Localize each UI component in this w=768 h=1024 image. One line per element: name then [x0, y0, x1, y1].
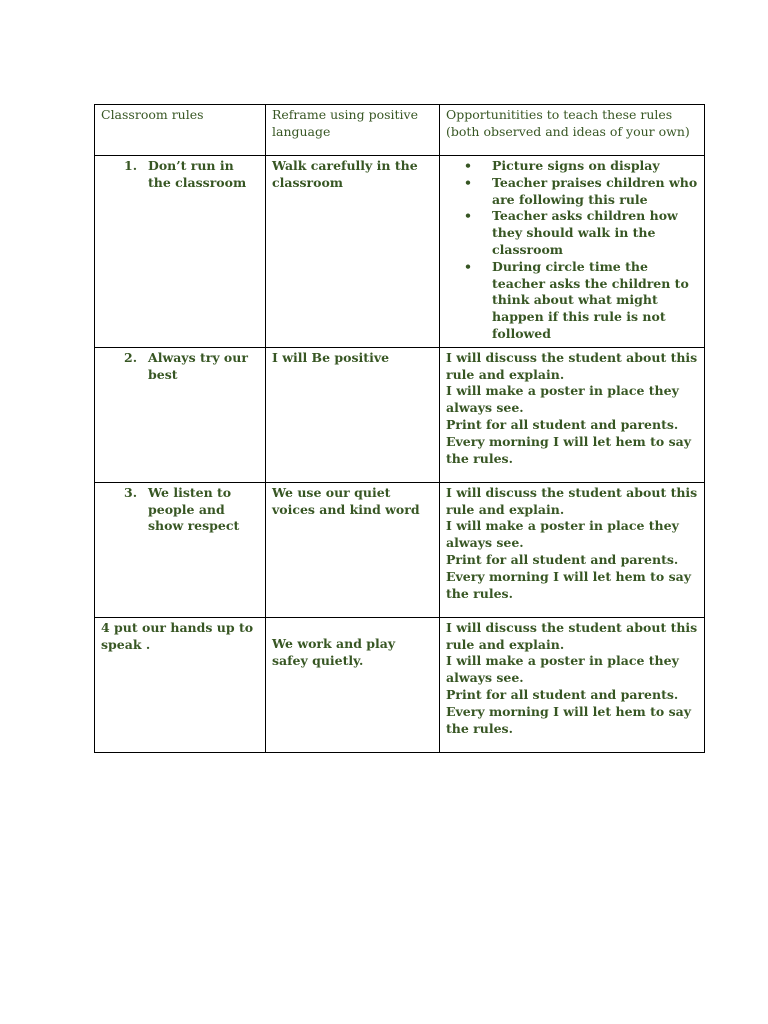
opportunities-cell [440, 156, 705, 348]
header-text: Opportunitities to teach these rules (both observed and ideas of your own) [446, 107, 690, 139]
bullet-icon: • [464, 158, 472, 173]
reframe-cell [266, 347, 440, 482]
opportunity-line: I will discuss the student about this rule and explain. [446, 484, 698, 517]
list-item [464, 208, 698, 258]
bullet-icon: • [464, 208, 472, 224]
rule-text: 4 put our hands up to speak . [101, 619, 254, 652]
list-item-text: Picture signs on display [492, 158, 660, 173]
rule-number: 2. [124, 349, 138, 365]
rule-number: 1. [124, 158, 138, 173]
header-opportunities [440, 105, 705, 156]
opportunity-line: I will make a poster in place they always see. [446, 518, 679, 551]
table-row [95, 347, 705, 482]
reframe-text: I will Be positive [272, 349, 390, 365]
opportunity-line: Every morning I will let hem to say the rules. [446, 568, 691, 601]
opportunity-line: I will make a poster in place they always see. [446, 653, 679, 686]
bullet-icon: • [464, 174, 472, 190]
opportunities-list [446, 158, 698, 343]
bullet-icon: • [464, 258, 472, 274]
opportunity-line: Print for all student and parents. [446, 551, 679, 567]
reframe-cell [266, 482, 440, 617]
rule-text: Always try our best [148, 349, 248, 382]
list-item [464, 259, 698, 343]
rule-cell [95, 156, 266, 348]
rule-cell [95, 482, 266, 617]
rule-text: Don’t run in the classroom [148, 158, 247, 190]
table-row [95, 482, 705, 617]
list-item-text: Teacher praises children who are following this rule [492, 174, 698, 207]
reframe-cell [266, 617, 440, 752]
opportunity-line: I will make a poster in place they always see. [446, 383, 679, 416]
list-item [464, 158, 698, 175]
header-text: Reframe using positive language [272, 107, 418, 139]
reframe-text: We work and play safey quietly. [272, 635, 396, 668]
header-reframe [266, 105, 440, 156]
table-row [95, 156, 705, 348]
classroom-rules-table [94, 104, 705, 753]
table-row [95, 617, 705, 752]
opportunity-line: Every morning I will let hem to say the rules. [446, 433, 691, 466]
rule-cell [95, 617, 266, 752]
opportunity-line: Every morning I will let hem to say the rules. [446, 703, 691, 736]
table-header-row [95, 105, 705, 156]
opportunity-line: I will discuss the student about this rule and explain. [446, 619, 698, 652]
reframe-cell [266, 156, 440, 348]
opportunity-line: I will discuss the student about this rule and explain. [446, 349, 698, 382]
header-classroom-rules [95, 105, 266, 156]
list-item-text: During circle time the teacher asks the children to think about what might happen if this rule is not followed [492, 258, 689, 341]
reframe-text: Walk carefully in the classroom [272, 158, 418, 190]
rule-cell [95, 347, 266, 482]
header-text: Classroom rules [101, 107, 204, 122]
reframe-text: We use our quiet voices and kind word [272, 484, 420, 517]
list-item-text: Teacher asks children how they should walk in the classroom [492, 208, 678, 257]
rule-number: 3. [124, 484, 138, 500]
opportunities-cell [440, 482, 705, 617]
opportunities-cell [440, 617, 705, 752]
opportunity-line: Print for all student and parents. [446, 416, 679, 432]
rule-text: We listen to people and show respect [148, 484, 240, 534]
list-item [464, 175, 698, 209]
opportunity-line: Print for all student and parents. [446, 686, 679, 702]
opportunities-cell [440, 347, 705, 482]
